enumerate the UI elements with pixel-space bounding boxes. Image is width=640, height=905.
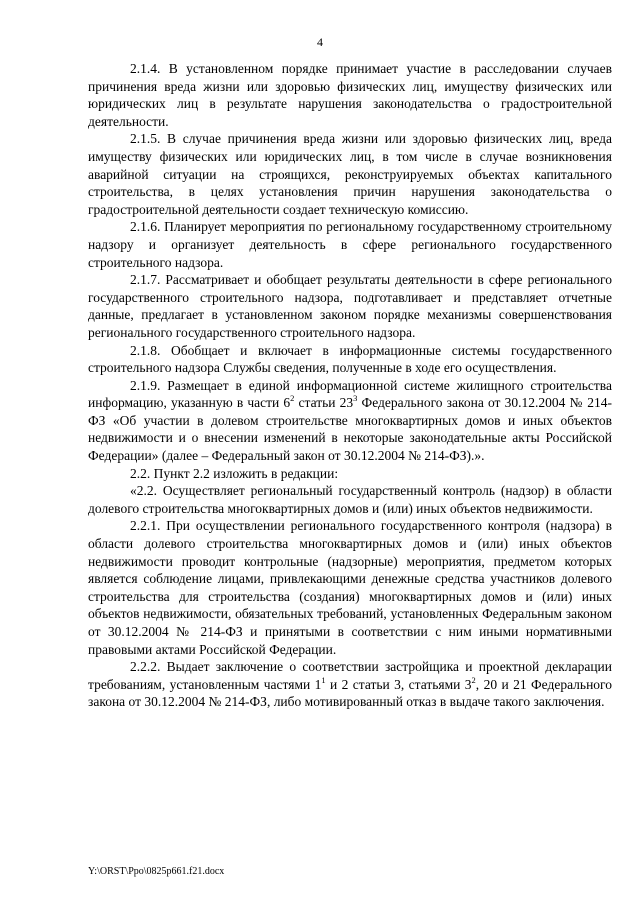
paragraph: 2.2. Пункт 2.2 изложить в редакции: xyxy=(130,465,339,481)
superscript: 2 xyxy=(290,393,295,404)
paragraph-text-run: , 20 и 21 Федерального закона от 30.12.2004 № 214-ФЗ, либо мотивированный отказ в выдаче такого заключения. xyxy=(88,676,612,710)
paragraph: 2.1.4. В установленном порядке принимает участие в расследовании случаев причинения вреда жизни или здоровью физических лиц, имуществу физических или юридических лиц в результате нарушения законодательства о градостроительной деятельности. xyxy=(88,61,612,129)
paragraph: 2.1.7. Рассматривает и обобщает результаты деятельности в сфере регионального государственного строительного надзора, подготавливает и представляет отчетные данные, предлагает в установленном законом порядке механизмы совершенствования регионального государственного строительного надзора. xyxy=(88,272,612,340)
superscript: 1 xyxy=(321,674,326,685)
paragraph-text-run: Федерального закона от 30.12.2004 № 214-ФЗ «Об участии в долевом строительстве многоквартирных домов и иных объектов недвижимости и о внесении изменений в некоторые законодательные акты Российской Федерации» (далее – Федеральный закон от 30.12.2004 № 214-ФЗ).». xyxy=(88,395,612,464)
paragraph: 2.1.6. Планирует мероприятия по региональному государственному строительному надзору и организует деятельность в сфере регионального государственного строительного надзора. xyxy=(88,219,612,270)
superscript: 3 xyxy=(353,393,358,404)
superscript: 2 xyxy=(471,674,476,685)
paragraph-text-run: статьи 23 xyxy=(294,395,354,411)
paragraph-text-run: и 2 статьи 3, статьями 3 xyxy=(325,676,472,692)
page-number: 4 xyxy=(317,35,323,49)
paragraph xyxy=(88,658,612,711)
document-body xyxy=(88,60,612,711)
paragraph: 2.1.8. Обобщает и включает в информационные системы государственного строительного надзора Службы сведения, полученные в ходе его осуществления. xyxy=(88,342,612,376)
paragraph-text-run: 2.1.9. Размещает в единой информационной системе жилищного строительства информацию, указанную в части 6 xyxy=(88,377,612,411)
paragraph xyxy=(88,377,612,465)
footer-file-path: Y:\ORST\Ppo\0825p661.f21.docx xyxy=(88,866,225,877)
paragraph: «2.2. Осуществляет региональный государственный контроль (надзор) в области долевого строительства многоквартирных домов и (или) иных объектов недвижимости. xyxy=(88,483,612,516)
paragraph: 2.1.5. В случае причинения вреда жизни или здоровью физических лиц, вреда имуществу физических или юридических лиц, в том числе в случае возникновения аварийной ситуации на строящихся, реконструируемых объектах капитального строительства, в целях установления причин нарушения законодательства о градостроительной деятельности создает техническую комиссию. xyxy=(88,131,612,217)
paragraph-text-run: 2.2.2. Выдает заключение о соответствии застройщика и проектной декларации требованиям, установленным частями 1 xyxy=(88,659,612,692)
paragraph: 2.2.1. При осуществлении регионального государственного контроля (надзора) в области долевого строительства многоквартирных домов и (или) иных объектов недвижимости проводит контрольные (надзорные) мероприятия, предметом которых является соблюдение лицами, привлекающими денежные средства участников долевого строительства для строительства (создания) многоквартирных домов и (или) иных объектов недвижимости, обязательных требований, установленных Федеральным законом от 30.12.2004 № 214-ФЗ и принятыми в соответствии с ним иными нормативными правовыми актами Российской Федерации. xyxy=(88,518,612,657)
